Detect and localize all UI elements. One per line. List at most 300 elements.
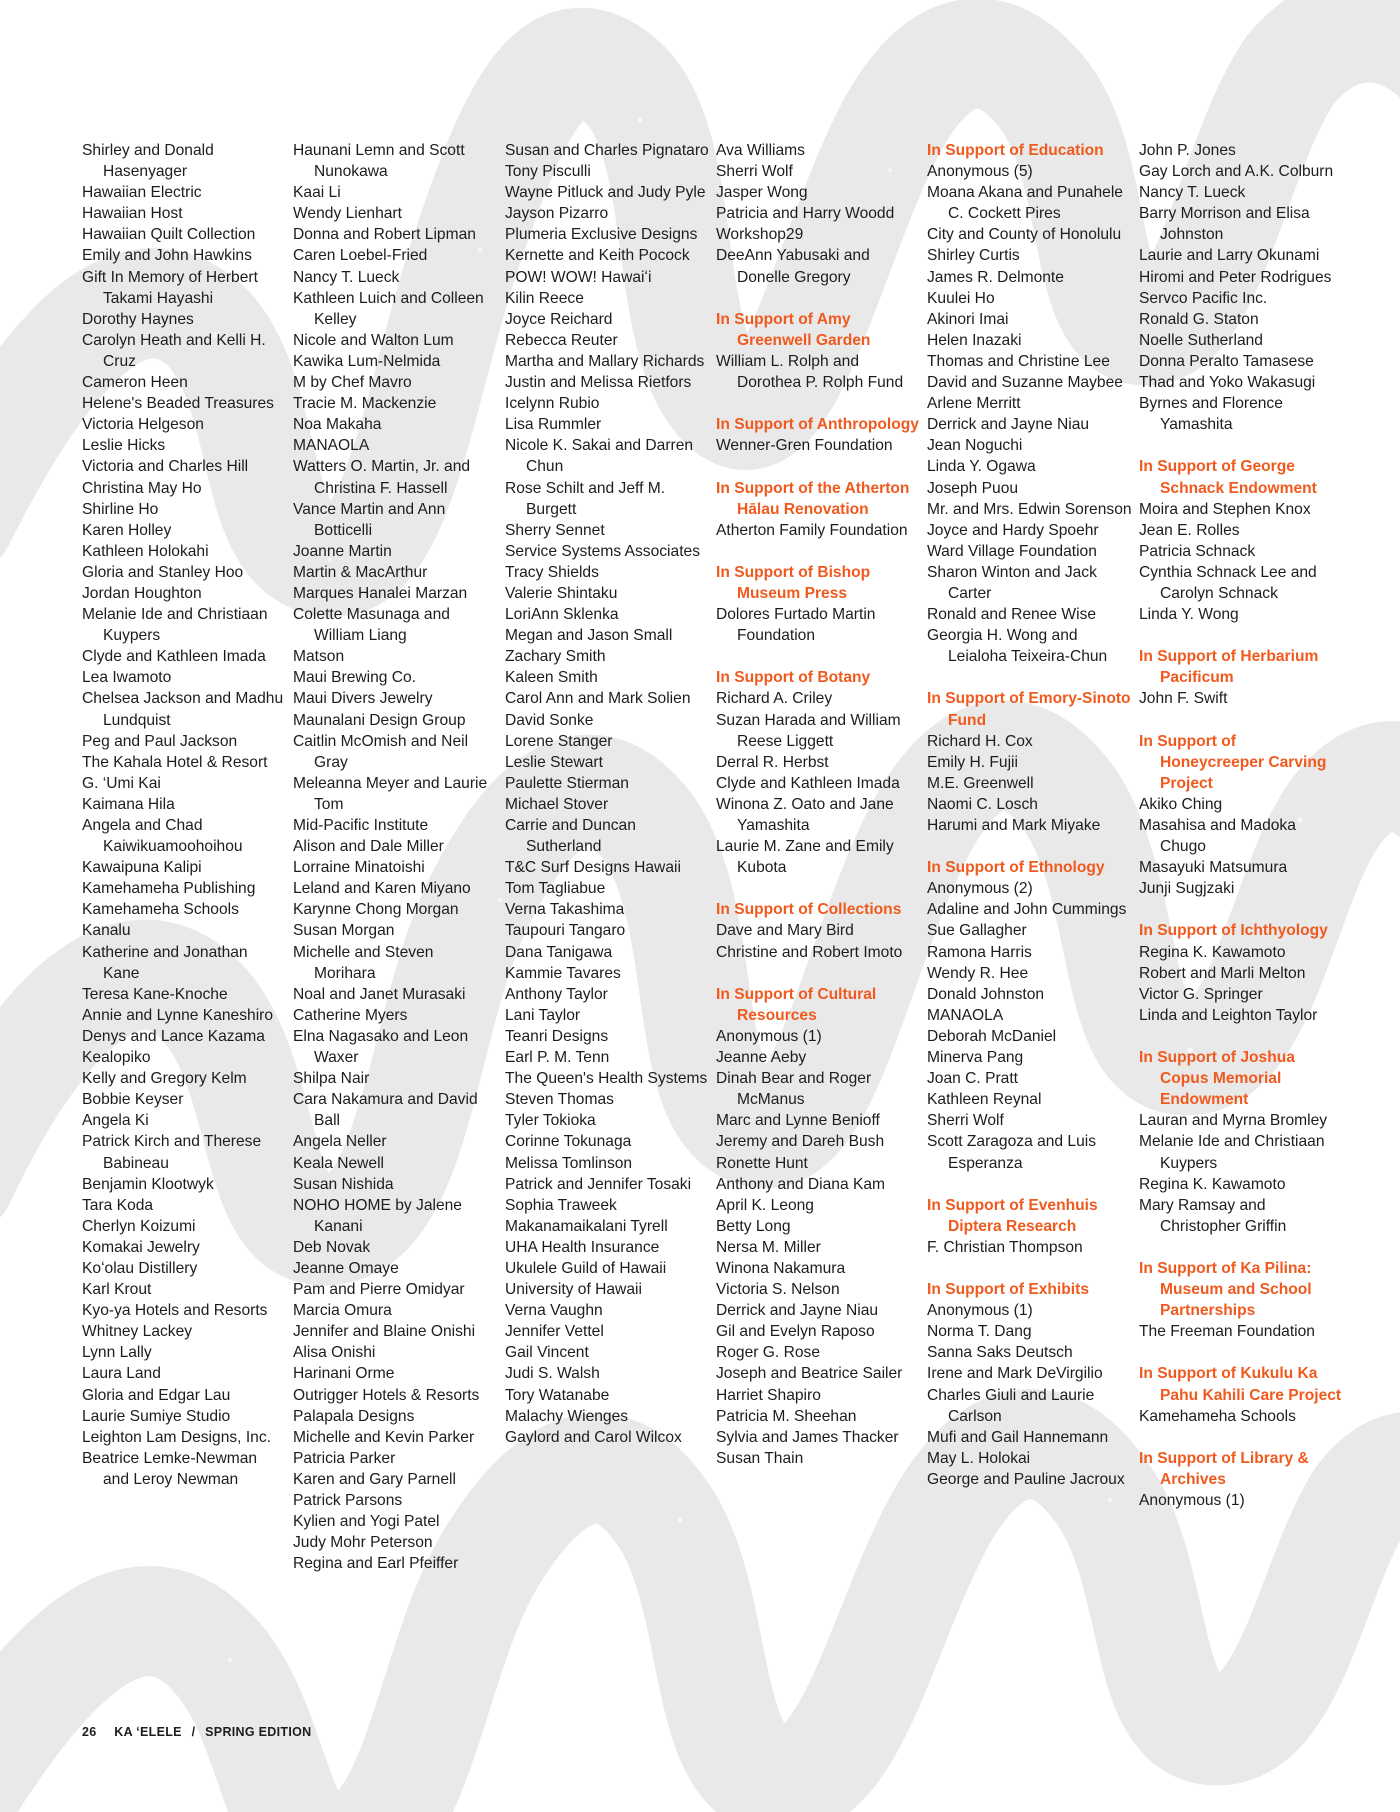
donor-name: Moira and Stephen Knox: [1139, 500, 1311, 518]
donor-name: Rebecca Reuter: [505, 331, 618, 349]
donor-name: Taupouri Tangaro: [505, 922, 626, 940]
donor-name: Anonymous (1): [927, 1302, 1033, 1320]
donor-name: John F. Swift: [1139, 690, 1228, 708]
donor-name: Leslie Stewart: [505, 753, 603, 771]
donor-name: Shirley Curtis: [927, 247, 1020, 265]
donor-name: Patricia Parker: [293, 1449, 396, 1467]
donor-name: Shirley and Donald Hasenyager: [82, 142, 214, 181]
donor-name: Leland and Karen Miyano: [293, 880, 471, 898]
section-heading: In Support of Emory-Sinoto Fund: [927, 690, 1131, 729]
donor-name: Patrick and Jennifer Tosaki: [505, 1175, 692, 1193]
donor-name: Maunalani Design Group: [293, 711, 466, 729]
donor-name: Malachy Wienges: [505, 1407, 629, 1425]
donor-name: Sherri Wolf: [927, 1112, 1004, 1130]
donor-name: Gay Lorch and A.K. Colburn: [1139, 163, 1334, 181]
donor-name: Whitney Lackey: [82, 1323, 193, 1341]
donor-name: Susan and Charles Pignataro: [505, 142, 709, 159]
donor-name: Lorene Stanger: [505, 732, 613, 750]
donor-name: Norma T. Dang: [927, 1323, 1032, 1341]
donor-name: Jeremy and Dareh Bush: [716, 1133, 885, 1151]
section-heading: In Support of Education: [927, 142, 1104, 159]
donor-name: Cynthia Schnack Lee and Carolyn Schnack: [1139, 563, 1317, 602]
section-heading: In Support of Botany: [716, 669, 871, 687]
donor-name: Linda Y. Wong: [1139, 606, 1239, 624]
donor-name: Adaline and John Cummings: [927, 901, 1127, 919]
donor-name: Verna Vaughn: [505, 1302, 603, 1320]
donor-name: Susan Morgan: [293, 922, 395, 940]
donor-name: Zachary Smith: [505, 648, 606, 666]
donor-name: Denys and Lance Kazama: [82, 1027, 265, 1045]
donor-name: Akiko Ching: [1139, 795, 1223, 813]
donor-name: Ramona Harris: [927, 943, 1032, 961]
donor-name: Corinne Tokunaga: [505, 1133, 632, 1151]
donor-name: Victoria Helgeson: [82, 416, 204, 434]
donor-name: Megan and Jason Small: [505, 627, 673, 645]
donor-name: Kathleen Holokahi: [82, 542, 209, 560]
donor-name: Anonymous (5): [927, 163, 1033, 181]
donor-name: Clyde and Kathleen Imada: [716, 774, 900, 792]
donor-name: Joanne Martin: [293, 542, 392, 560]
donor-name: Harriet Shapiro: [716, 1386, 821, 1404]
donor-name: Mufi and Gail Hannemann: [927, 1428, 1109, 1446]
donor-name: Haunani Lemn and Scott Nunokawa: [293, 142, 465, 181]
donor-name: Anthony Taylor: [505, 985, 608, 1003]
donor-name: Tracy Shields: [505, 563, 599, 581]
donor-name: Benjamin Klootwyk: [82, 1175, 214, 1193]
donor-name: Icelynn Rubio: [505, 395, 600, 413]
donor-name: Teanri Designs: [505, 1027, 609, 1045]
donor-name: Kammie Tavares: [505, 964, 621, 982]
donor-name: Keala Newell: [293, 1154, 385, 1172]
donor-name: Kaleen Smith: [505, 669, 598, 687]
donor-name: Kamehameha Schools: [1139, 1407, 1296, 1425]
donor-name: Outrigger Hotels & Resorts: [293, 1386, 480, 1404]
donor-name: Melissa Tomlinson: [505, 1154, 633, 1172]
section-heading: In Support of Bishop Museum Press: [716, 563, 871, 602]
section-heading: In Support of Collections: [716, 901, 902, 919]
donor-name: Wendy R. Hee: [927, 964, 1029, 982]
donor-name: Annie and Lynne Kaneshiro: [82, 1006, 274, 1024]
donor-column-2: [293, 140, 498, 1574]
donor-name: Laurie Sumiye Studio: [82, 1407, 231, 1425]
donor-name: Jennifer and Blaine Onishi: [293, 1323, 476, 1341]
donor-name: Joan C. Pratt: [927, 1070, 1019, 1088]
donor-name: Patrick Parsons: [293, 1492, 403, 1509]
donor-name: Thad and Yoko Wakasugi: [1139, 374, 1316, 392]
donor-name: LoriAnn Sklenka: [505, 606, 619, 624]
section-heading: In Support of Amy Greenwell Garden: [716, 310, 871, 349]
donor-name: M.E. Greenwell: [927, 774, 1034, 792]
donor-name: Regina K. Kawamoto: [1139, 943, 1286, 961]
section-heading: In Support of Honeycreeper Carving Project: [1139, 732, 1327, 792]
donor-name: Service Systems Associates: [505, 542, 700, 560]
donor-name: Dorothy Haynes: [82, 310, 194, 328]
donor-name: Linda and Leighton Taylor: [1139, 1006, 1318, 1024]
donor-name: Helene's Beaded Treasures: [82, 395, 274, 413]
donor-name: Moana Akana and Punahele C. Cockett Pires: [927, 184, 1123, 223]
donor-name: Lisa Rummler: [505, 416, 602, 434]
donor-name: Helen Inazaki: [927, 331, 1022, 349]
donor-name: Steven Thomas: [505, 1091, 614, 1109]
donor-name: Pam and Pierre Omidyar: [293, 1281, 465, 1299]
donor-name: Caren Loebel-Fried: [293, 247, 428, 265]
donor-name: Kamehameha Schools: [82, 901, 239, 919]
donor-name: Caitlin McOmish and Neil Gray: [293, 732, 469, 771]
donor-name: Vance Martin and Ann Botticelli: [293, 500, 446, 539]
donor-name: Tracie M. Mackenzie: [293, 395, 437, 413]
donor-name: Justin and Melissa Rietfors: [505, 374, 692, 392]
donor-name: David Sonke: [505, 711, 594, 729]
donor-name: Nancy T. Lueck: [293, 268, 400, 286]
donor-name: Dinah Bear and Roger McManus: [716, 1070, 872, 1109]
donor-name: Anonymous (1): [1139, 1492, 1245, 1509]
magazine-title: KA ʻELELE: [114, 1725, 182, 1739]
donor-name: Betty Long: [716, 1217, 791, 1235]
donor-name: Anthony and Diana Kam: [716, 1175, 886, 1193]
donor-name: Komakai Jewelry: [82, 1238, 200, 1256]
donor-name: Ukulele Guild of Hawaii: [505, 1259, 667, 1277]
donor-name: Lani Taylor: [505, 1006, 581, 1024]
donor-name: Martin & MacArthur: [293, 563, 428, 581]
donor-name: Kaai Li: [293, 184, 341, 202]
donor-name: Angela and Chad Kaiwikuamoohoihou: [82, 817, 243, 856]
donor-name: Mid-Pacific Institute: [293, 817, 429, 834]
donor-name: Paulette Stierman: [505, 774, 629, 792]
donor-name: Ronald G. Staton: [1139, 310, 1259, 328]
donor-name: Karl Krout: [82, 1281, 152, 1299]
donor-name: Regina and Earl Pfeiffer: [293, 1555, 459, 1573]
donor-name: Beatrice Lemke-Newman and Leroy Newman: [82, 1449, 258, 1488]
donor-name: Joseph Puou: [927, 479, 1019, 497]
donor-name: Kawaipuna Kalipi: [82, 859, 202, 877]
donor-name: Carrie and Duncan Sutherland: [505, 817, 636, 856]
donor-name: Sylvia and James Thacker: [716, 1428, 899, 1446]
donor-name: Judy Mohr Peterson: [293, 1534, 433, 1552]
donor-name: Lauran and Myrna Bromley: [1139, 1112, 1328, 1130]
donor-name: Maui Divers Jewelry: [293, 690, 433, 708]
donor-name: MANAOLA: [927, 1006, 1004, 1024]
donor-name: Donna Peralto Tamasese: [1139, 352, 1314, 370]
donor-name: Kylien and Yogi Patel: [293, 1513, 440, 1531]
donor-name: Ava Williams: [716, 142, 805, 159]
donor-name: Ward Village Foundation: [927, 542, 1097, 560]
donor-name: Jayson Pizarro: [505, 205, 609, 223]
donor-name: Carolyn Heath and Kelli H. Cruz: [82, 331, 266, 370]
donor-name: Valerie Shintaku: [505, 584, 618, 602]
donor-name: Koʻolau Distillery: [82, 1259, 198, 1277]
section-heading: In Support of Evenhuis Diptera Research: [927, 1196, 1098, 1235]
donor-name: Shilpa Nair: [293, 1070, 370, 1088]
donor-name: Masahisa and Madoka Chugo: [1139, 817, 1296, 856]
donor-name: Noal and Janet Murasaki: [293, 985, 466, 1003]
donor-name: Marcia Omura: [293, 1302, 392, 1320]
donor-name: University of Hawaii: [505, 1281, 642, 1299]
donor-name: Sanna Saks Deutsch: [927, 1344, 1073, 1362]
donor-name: Michelle and Kevin Parker: [293, 1428, 475, 1446]
donor-name: POW! WOW! Hawaiʻi: [505, 268, 652, 286]
donor-name: Laurie M. Zane and Emily Kubota: [716, 838, 894, 877]
donor-name: Hawaiian Quilt Collection: [82, 226, 256, 244]
donor-name: Donald Johnston: [927, 985, 1045, 1003]
donor-name: Servco Pacific Inc.: [1139, 289, 1268, 307]
donor-name: Derral R. Herbst: [716, 753, 829, 771]
donor-name: Kathleen Luich and Colleen Kelley: [293, 289, 484, 328]
donor-column-1: [82, 140, 287, 1490]
donor-name: Sophia Traweek: [505, 1196, 617, 1214]
donor-name: Noa Makaha: [293, 416, 382, 434]
donor-name: Kaimana Hila: [82, 795, 175, 813]
section-heading: In Support of the Atherton Hālau Renovation: [716, 479, 910, 518]
donor-name: Tara Koda: [82, 1196, 154, 1214]
donor-name: William L. Rolph and Dorothea P. Rolph Fund: [716, 352, 904, 392]
donor-column-5: [927, 140, 1132, 1490]
donor-name: Kernette and Keith Pocock: [505, 247, 690, 265]
donor-name: John P. Jones: [1139, 142, 1236, 159]
section-heading: In Support of Joshua Copus Memorial Endowment: [1139, 1049, 1295, 1109]
donor-name: Nancy T. Lueck: [1139, 184, 1246, 202]
donor-name: Lynn Lally: [82, 1344, 152, 1362]
donor-name: Earl P. M. Tenn: [505, 1049, 610, 1067]
section-heading: In Support of Ichthyology: [1139, 922, 1328, 940]
donor-name: Cameron Heen: [82, 374, 188, 392]
donor-name: Kealopiko: [82, 1049, 151, 1067]
donor-name: April K. Leong: [716, 1196, 814, 1214]
donor-name: Kamehameha Publishing: [82, 880, 256, 898]
donor-name: Patricia and Harry Woodd: [716, 205, 895, 223]
donor-name: Mary Ramsay and Christopher Griffin: [1139, 1196, 1287, 1235]
donor-name: Richard A. Criley: [716, 690, 833, 708]
section-heading: In Support of Herbarium Pacificum: [1139, 648, 1319, 687]
donor-name: The Kahala Hotel & Resort: [82, 753, 268, 771]
donor-name: Cherlyn Koizumi: [82, 1217, 196, 1235]
donor-name: Peg and Paul Jackson: [82, 732, 238, 750]
donor-name: Nicole K. Sakai and Darren Chun: [505, 437, 694, 476]
section-heading: In Support of Cultural Resources: [716, 985, 877, 1024]
donor-name: Richard H. Cox: [927, 732, 1033, 750]
donor-name: Teresa Kane-Knoche: [82, 985, 228, 1003]
donor-name: Michelle and Steven Morihara: [293, 943, 434, 982]
donor-name: Deborah McDaniel: [927, 1027, 1057, 1045]
donor-name: Joseph and Beatrice Sailer: [716, 1365, 903, 1383]
donor-name: Victor G. Springer: [1139, 985, 1263, 1003]
donor-name: Palapala Designs: [293, 1407, 415, 1425]
section-heading: In Support of Exhibits: [927, 1281, 1089, 1299]
donor-name: Gail Vincent: [505, 1344, 589, 1362]
donor-name: Alison and Dale Miller: [293, 838, 444, 856]
donor-name: Dana Tanigawa: [505, 943, 613, 961]
donor-name: Leslie Hicks: [82, 437, 166, 455]
donor-name: Jean E. Rolles: [1139, 521, 1240, 539]
donor-name: Bobbie Keyser: [82, 1091, 184, 1109]
donor-name: Tony Pisculli: [505, 163, 591, 181]
donor-name: Minerva Pang: [927, 1049, 1024, 1067]
donor-name: Wendy Lienhart: [293, 205, 402, 223]
donor-name: Barry Morrison and Elisa Johnston: [1139, 205, 1310, 244]
donor-name: Ronette Hunt: [716, 1154, 808, 1172]
donor-name: Akinori Imai: [927, 310, 1009, 328]
donor-name: Victoria and Charles Hill: [82, 458, 249, 476]
footer-separator: /: [191, 1725, 196, 1739]
donor-name: Tyler Tokioka: [505, 1112, 596, 1130]
donor-name: Thomas and Christine Lee: [927, 352, 1110, 370]
donor-name: Laura Land: [82, 1365, 161, 1383]
donor-name: Matson: [293, 648, 345, 666]
donor-name: Jeanne Aeby: [716, 1049, 807, 1067]
donor-name: Atherton Family Foundation: [716, 521, 908, 539]
donor-name: Hawaiian Electric: [82, 184, 202, 202]
donor-name: Patrick Kirch and Therese Babineau: [82, 1133, 262, 1172]
donor-name: Masayuki Matsumura: [1139, 859, 1288, 877]
donor-name: Donna and Robert Lipman: [293, 226, 476, 244]
donor-name: Workshop29: [716, 226, 804, 244]
donor-name: Sharon Winton and Jack Carter: [927, 563, 1097, 602]
donor-name: Charles Giuli and Laurie Carlson: [927, 1386, 1095, 1425]
donor-name: Laurie and Larry Okunami: [1139, 247, 1320, 265]
donor-name: Carol Ann and Mark Solien: [505, 690, 691, 708]
donor-name: Angela Neller: [293, 1133, 387, 1151]
donor-column-4: [716, 140, 921, 1469]
donor-name: Christine and Robert Imoto: [716, 943, 903, 961]
donor-name: Wayne Pitluck and Judy Pyle: [505, 184, 706, 202]
donor-name: Scott Zaragoza and Luis Esperanza: [927, 1133, 1097, 1172]
donor-name: City and County of Honolulu: [927, 226, 1122, 244]
donor-name: M by Chef Mavro: [293, 374, 412, 392]
donor-name: Joyce Reichard: [505, 310, 613, 328]
donor-name: Gloria and Edgar Lau: [82, 1386, 231, 1404]
section-heading: In Support of Library & Archives: [1139, 1449, 1309, 1488]
donor-name: Derrick and Jayne Niau: [927, 416, 1090, 434]
donor-name: Jordan Houghton: [82, 584, 202, 602]
donor-name: Dave and Mary Bird: [716, 922, 854, 940]
donor-name: Kyo-ya Hotels and Resorts: [82, 1302, 268, 1320]
donor-name: Arlene Merritt: [927, 395, 1021, 413]
donor-name: Anonymous (2): [927, 880, 1033, 898]
donor-name: MANAOLA: [293, 437, 370, 455]
donor-name: Sue Gallagher: [927, 922, 1027, 940]
donor-name: G. ‘Umi Kai: [82, 774, 161, 792]
donor-name: The Queen's Health Systems: [505, 1070, 708, 1088]
donor-name: Colette Masunaga and William Liang: [293, 606, 450, 645]
donor-name: Makanamaikalani Tyrell: [505, 1217, 668, 1235]
donor-name: Kanalu: [82, 922, 131, 940]
donor-name: Irene and Mark DeVirgilio: [927, 1365, 1103, 1383]
donor-name: Clyde and Kathleen Imada: [82, 648, 266, 666]
donor-name: Ronald and Renee Wise: [927, 606, 1097, 624]
page-footer: [82, 1725, 311, 1739]
donor-name: Patricia M. Sheehan: [716, 1407, 857, 1425]
donor-name: May L. Holokai: [927, 1449, 1031, 1467]
donor-name: Lea Iwamoto: [82, 669, 172, 687]
donor-name: Gil and Evelyn Raposo: [716, 1323, 875, 1341]
donor-column-3: [505, 140, 710, 1448]
donor-name: Winona Z. Oato and Jane Yamashita: [716, 795, 894, 834]
donor-name: T&C Surf Designs Hawaii: [505, 859, 681, 877]
section-heading: In Support of George Schnack Endowment: [1139, 458, 1317, 497]
donor-name: Angela Ki: [82, 1112, 149, 1130]
donor-columns: [82, 140, 1352, 1680]
donor-name: Kelly and Gregory Kelm: [82, 1070, 247, 1088]
donor-name: Anonymous (1): [716, 1027, 822, 1045]
donor-name: Tom Tagliabue: [505, 880, 606, 898]
donor-name: Jasper Wong: [716, 184, 808, 202]
donor-name: UHA Health Insurance: [505, 1238, 660, 1256]
donor-name: Hiromi and Peter Rodrigues: [1139, 268, 1332, 286]
donor-name: Melanie Ide and Christiaan Kuypers: [1139, 1133, 1325, 1172]
donor-name: Marques Hanalei Marzan: [293, 584, 468, 602]
donor-name: Harinani Orme: [293, 1365, 395, 1383]
donor-name: Naomi C. Losch: [927, 795, 1038, 813]
donor-name: Jennifer Vettel: [505, 1323, 604, 1341]
donor-name: Melanie Ide and Christiaan Kuypers: [82, 606, 268, 645]
donor-name: Gift In Memory of Herbert Takami Hayashi: [82, 268, 258, 307]
donor-name: Christina May Ho: [82, 479, 202, 497]
donor-name: David and Suzanne Maybee: [927, 374, 1123, 392]
donor-name: Kawika Lum-Nelmida: [293, 352, 441, 370]
donor-name: Joyce and Hardy Spoehr: [927, 521, 1099, 539]
donor-name: DeeAnn Yabusaki and Donelle Gregory: [716, 247, 870, 286]
donor-name: Susan Nishida: [293, 1175, 394, 1193]
donor-name: Plumeria Exclusive Designs: [505, 226, 698, 244]
donor-name: Regina K. Kawamoto: [1139, 1175, 1286, 1193]
donor-name: Robert and Marli Melton: [1139, 964, 1306, 982]
donor-name: Roger G. Rose: [716, 1344, 821, 1362]
donor-name: Gaylord and Carol Wilcox: [505, 1428, 682, 1446]
donor-name: Deb Novak: [293, 1238, 371, 1256]
donor-name: Marc and Lynne Benioff: [716, 1112, 880, 1130]
donor-name: James R. Delmonte: [927, 268, 1064, 286]
donor-name: Katherine and Jonathan Kane: [82, 943, 248, 982]
donor-name: Kathleen Reynal: [927, 1091, 1042, 1109]
donor-name: NOHO HOME by Jalene Kanani: [293, 1196, 462, 1235]
donor-name: Byrnes and Florence Yamashita: [1139, 395, 1283, 434]
donor-name: Kuulei Ho: [927, 289, 995, 307]
donor-name: Cara Nakamura and David Ball: [293, 1091, 478, 1130]
donor-name: Lorraine Minatoishi: [293, 859, 425, 877]
donor-name: Hawaiian Host: [82, 205, 183, 223]
donor-name: Karen and Gary Parnell: [293, 1470, 456, 1488]
donor-name: Georgia H. Wong and Leialoha Teixeira-Chun: [927, 627, 1108, 666]
donor-name: Judi S. Walsh: [505, 1365, 600, 1383]
donor-name: Maui Brewing Co.: [293, 669, 417, 687]
donor-name: Jeanne Omaye: [293, 1259, 399, 1277]
donor-name: Linda Y. Ogawa: [927, 458, 1036, 476]
donor-name: Emily H. Fujii: [927, 753, 1018, 771]
donor-name: Nicole and Walton Lum: [293, 331, 454, 349]
donor-name: Dolores Furtado Martin Foundation: [716, 606, 876, 645]
section-heading: In Support of Ethnology: [927, 859, 1105, 877]
donor-name: Karen Holley: [82, 521, 172, 539]
donor-name: Victoria S. Nelson: [716, 1281, 840, 1299]
donor-name: Susan Thain: [716, 1449, 804, 1467]
donor-name: Jean Noguchi: [927, 437, 1023, 455]
donor-name: Junji Sugjzaki: [1139, 880, 1235, 898]
donor-name: Rose Schilt and Jeff M. Burgett: [505, 479, 666, 518]
donor-name: Mr. and Mrs. Edwin Sorenson: [927, 500, 1132, 518]
donor-name: Catherine Myers: [293, 1006, 408, 1024]
donor-name: Suzan Harada and William Reese Liggett: [716, 711, 901, 750]
donor-column-6: [1139, 140, 1344, 1511]
donor-name: The Freeman Foundation: [1139, 1323, 1315, 1341]
donor-name: Patricia Schnack: [1139, 542, 1256, 560]
donor-name: Elna Nagasako and Leon Waxer: [293, 1027, 469, 1067]
donor-name: Shirline Ho: [82, 500, 159, 518]
section-heading: In Support of Kukulu Ka Pahu Kahili Care Project: [1139, 1365, 1342, 1404]
donor-name: Chelsea Jackson and Madhu Lundquist: [82, 690, 284, 729]
donor-name: Meleanna Meyer and Laurie Tom: [293, 774, 488, 813]
donor-name: Sherry Sennet: [505, 521, 605, 539]
donor-name: Alisa Onishi: [293, 1344, 376, 1362]
section-heading: In Support of Anthropology: [716, 416, 919, 434]
